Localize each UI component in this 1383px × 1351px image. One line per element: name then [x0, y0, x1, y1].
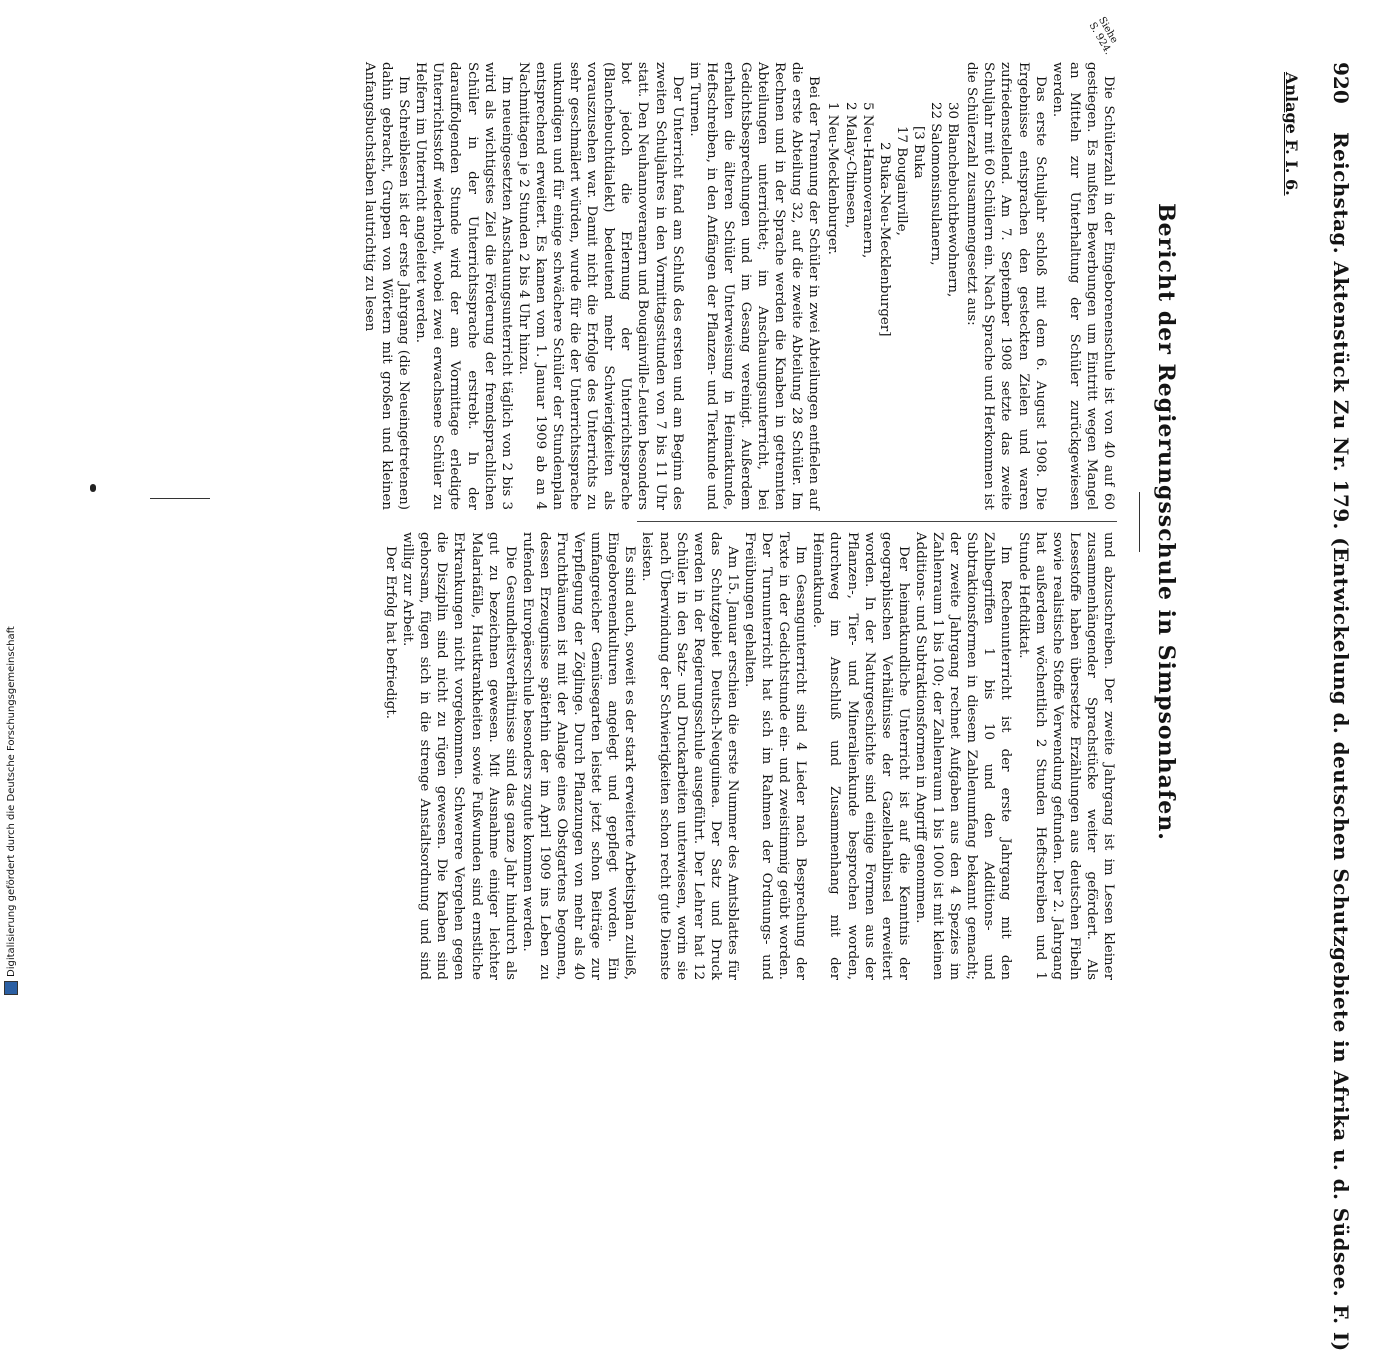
list-item: 2 Buka-Neu-Mecklenburger]	[876, 142, 892, 337]
list-item: 17 Bougainville,	[893, 126, 909, 236]
bottom-rule	[150, 498, 210, 499]
paragraph: Im Rechenunterricht ist der erste Jahrgang mit den Zahlbegriffen 1 bis 10 und den Additions- und Subtraktionsformen in diesem Zahlenumfang bekannt gemacht; der zweite Jahrgang rechnet Aufgaben aus den 4 Spezies im Zahlenraum 1 bis 100; der Zahlenraum 1 bis 1000 ist mit kleinen Additions- und Subtraktionsformen in Angriff genommen.	[912, 532, 1014, 980]
attachment-label: Anlage F. I. 6.	[1282, 72, 1301, 196]
list-item: 2 Malay-Chinesen,	[842, 102, 858, 229]
list-item: [3 Buka	[910, 126, 926, 179]
paragraph: und abzuschreiben. Der zweite Jahrgang ist im Lesen kleiner zusammenhängender Sprachstücke weiter gefördert. Als Lesestoffe haben übersetzte Erzählungen aus deutschen Fibeln sowie realistische Stoffe Verwendung gefunden. Der 2. Jahrgang hat außerdem wöchentlich 2 Stunden Heftschreiben und 1 Stunde Heftdiktat.	[1015, 532, 1116, 980]
left-column	[361, 62, 1117, 510]
list-item: 30 Blanchebuchtbewohnern,	[945, 102, 961, 298]
paragraph: Die Schülerzahl in der Eingeborenenschule ist von 40 auf 60 gestiegen. Es mußten Bewerbungen um Eintritt wegen Mangel an Mitteln zur Unterhaltung der Schüler zurückgewiesen werden.	[1049, 62, 1116, 510]
list-item: 1 Neu-Mecklenburger.	[825, 102, 841, 255]
report-title: Bericht der Regierungsschule in Simpsonhafen.	[1153, 203, 1179, 841]
paragraph: Im Gesangunterricht sind 4 Lieder nach Besprechung der Texte in der Gedichtstunde ein- und zweistimmig geübt worden. Der Turnunterricht hat sich im Rahmen der Ordnungs- und Freiübungen gehalten.	[742, 532, 809, 980]
scanned-page	[173, 15, 1353, 1351]
margin-note: Siehe S. 924.	[1086, 15, 1120, 57]
list-item: 22 Salomonsinsulanern,	[928, 102, 944, 266]
page-header	[1317, 62, 1353, 1351]
paragraph: Am 15. Januar erschien die erste Nummer des Amtsblattes für das Schutzgebiet Deutsch-Neuguinea. Der Satz und Druck werden in der Regierungsschule ausgeführt. Der Lehrer hat 12 Schüler in den Satz- und Druckarbeiten unterwiesen, worin sie nach Überwindung der Schwierigkeiten schon recht gute Dienste leisten.	[639, 532, 740, 980]
paragraph: Bei der Trennung der Schüler in zwei Abteilungen entfielen auf die erste Abteilung 32, auf die zweite Abteilung 28 Schüler. Im Rechnen und in der Sprache werden die Knaben in getrennten Abteilungen unterrichtet; im Anschauungsunterricht, bei Gedichtsbesprechungen und im Gesang vereinigt. Außerdem erhalten die älteren Schüler Unterweisung in Heimatkunde, Heftschreiben, in den Anfängen der Pflanzen- und Tierkunde und im Turnen.	[686, 62, 822, 510]
paragraph: Es sind auch, soweit es der stark erweiterte Arbeitsplan zuließ, Eingeborenenkulturen angelegt und gepflegt worden. Ein umfangreicher Gemüsegarten leistet jetzt schon Beiträge zur Verpflegung der Zöglinge. Durch Pflanzungen von mehr als 40 Fruchtbäumen ist mit der Anlage eines Obstgartens begonnen, dessen Erzeugnisse späterhin der im April 1909 ins Leben zu rufenden Europäerschule besonders zugute kommen werden.	[519, 532, 638, 980]
right-column	[382, 532, 1117, 980]
paragraph: Der heimatkundliche Unterricht ist auf die Kenntnis der geographischen Verhältnisse der Gazellehalbinsel erweitert worden. In der Naturgeschichte sind einige Formen aus der Pflanzen-, Tier- und Mineralienkunde besprochen worden, durchweg im Anschluß und Zusammenhang mit der Heimatkunde.	[810, 532, 911, 980]
running-title: Reichstag. Aktenstück Zu Nr. 179. (Entwickelung d. deutschen Schutzgebiete in Afrika u. d. Südsee. F. I)	[1329, 132, 1353, 1351]
paragraph: Der Unterricht fand am Schluß des ersten und am Beginn des zweiten Schuljahres in den Vormittagsstunden von 7 bis 11 Uhr statt. Den Neuhannoveranern und Bougainville-Leuten besonders bot jedoch die Erlernung der Unterrichtssprache (Blanchebuchtdialekt) bedeutend mehr Schwierigkeiten als vorauszusehen war. Damit nicht die Erfolge des Unterrichts zu sehr geschmälert würden, wurde für die der Unterrichtssprache unkundigen und für einige schwächere Schüler der Stundenplan entsprechend erweitert. Es kamen vom 1. Januar 1909 ab an 4 Nachmittagen je 2 Stunden 2 bis 4 Uhr hinzu.	[515, 62, 685, 510]
list-item: 5 Neu-Hannoveranern,	[859, 102, 875, 259]
paragraph: Die Gesundheitsverhältnisse sind das ganze Jahr hindurch als gut zu bezeichnen gewesen. Mit Ausnahme einiger leichter Malariafälle, Hautkrankheiten sowie Fußwunden sind ernstliche Erkrankungen nicht vorgekommen. Schwerere Vergehen gegen die Disziplin sind nicht zu rügen gewesen. Die Knaben sind gehorsam, fügen sich in die strenge Anstaltsordnung und sind willig zur Arbeit.	[400, 532, 518, 980]
page-number: 920	[1329, 62, 1353, 104]
paragraph: Im Schreiblesen ist der erste Jahrgang (die Neueingetretenen) dahin gebracht, Gruppen von Wörtern mit großen und kleinen Anfangsbuchstaben lautrichtig zu lesen	[361, 62, 412, 510]
paragraph: Im neueingesetzten Anschauungsunterricht täglich von 2 bis 3 wird als wichtigstes Ziel die Förderung der fremdsprachlichen Schüler in der Unterrichtssprache erstrebt. In der darauffolgenden Stunde wird der am Vormittage erledigte Unterrichtsstoff wiederholt, wobei zwei erwachsene Schüler zu Helfern im Unterricht angeleitet werden.	[413, 62, 514, 510]
dfg-logo-icon	[4, 981, 18, 995]
ink-speck	[90, 484, 96, 492]
title-rule	[1139, 492, 1140, 552]
student-origin-list	[824, 102, 961, 510]
column-divider	[637, 521, 1117, 522]
paragraph: Das erste Schuljahr schloß mit dem 6. August 1908. Die Ergebnisse entsprachen den gesteckten Zielen und waren zufriedenstellend. Am 7. September 1908 setzte das zweite Schuljahr mit 60 Schülern ein. Nach Sprache und Herkommen ist die Schülerzahl zusammengesetzt aus:	[964, 62, 1048, 510]
digitization-credit	[4, 626, 18, 995]
digitization-credit-text: Digitalisierung gefördert durch die Deutsche Forschungsgemeinschaft	[6, 626, 17, 977]
paragraph: Der Erfolg hat befriedigt.	[383, 546, 399, 719]
